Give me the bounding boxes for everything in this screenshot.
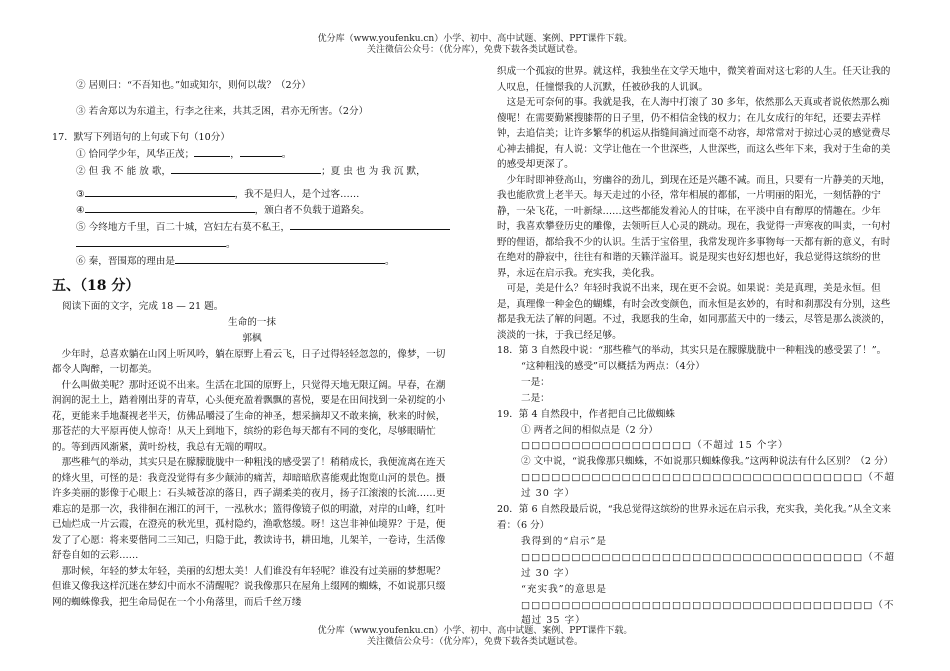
answer-blank[interactable] xyxy=(290,219,450,230)
q17-2-text-b: ；夏 虫 也 为 我 沉 默， xyxy=(321,165,426,177)
q19-part-2: ② 文中说，“说我像那只蜘蛛，不如说那只蜘蛛像我。”这两种说法有什么区别？（2 分） xyxy=(521,456,894,468)
footer-line-2: 关注微信公众号：（优分库），免费下载各类试题试卷。 xyxy=(366,637,583,647)
q16-item-2: ② 居则曰：“不吾知也。”如或知尔，则何以哉？（2分） xyxy=(76,80,311,91)
q17-2-text: ② 但 我 不 能 放 歌， xyxy=(76,165,172,177)
q17-line-1 xyxy=(52,146,452,163)
q17-line-5-cont xyxy=(52,236,452,253)
essay-paragraph: 什么叫做美呢？那时还说不出来。生活在北国的原野上，只觉得天地无限辽阔。早春，在潮润润的泥土上，踏着刚出芽的青草，心头便充盈着飘飘的喜悦，要是在田间找到一朵初绽的小花，更能来手地凝视老半天，仿佛品嚼浸了生命的神圣，想采摘却又不敢来摘，秋来的时候，那苍茫的大平原再使人惊奇！从天上到地下，缤纷的彩色每天都有不同的变化，尽够眼睛忙的。等到西风渐紧，黄叶纷枝，我总有无端的喟叹。 xyxy=(52,379,446,453)
essay-paragraph: 织成一个孤寂的世界。就这样，我独坐在文学天地中，微笑着面对这七彩的人生。任天让我的人叹息，任憧憬我的人沉默，任被砂我的人讥讽。 xyxy=(497,66,891,93)
q19-part-1: ① 两者之间的相似点是（2 分） xyxy=(521,424,658,436)
q17-4-text-b: ，颁白者不负载于道路矣。 xyxy=(254,205,370,217)
answer-blank[interactable] xyxy=(175,253,385,264)
q17-3-text: ③ xyxy=(76,188,85,200)
q18-answer-1[interactable]: 一是： xyxy=(521,376,550,388)
right-column xyxy=(497,64,897,629)
q19-answer-boxes-1[interactable]: □□□□□□□□□□□□□□□□□（不超过 15 个字） xyxy=(521,440,789,452)
q17-3-text-b: ，我不是归人，是个过客…… xyxy=(234,188,360,200)
q17-line-3 xyxy=(52,186,452,203)
answer-blank[interactable] xyxy=(76,236,226,247)
q17-6-end: 。 xyxy=(385,256,395,268)
q19-text: 19．第 4 自然段中，作者把自己比做蜘蛛 xyxy=(497,408,675,420)
essay-paragraph: 这是无可奈何的事。我就是我，在人海中打滚了 30 多年，依然那么天真或者说依然那么痴傻呢！在需要勤紧搜膝帮的日子里，仍不相信金钱的权力；在儿女成行的年纪，还要去弄样钟，去追信美；让许多繁华的机运从指缝间滴过而毫不动容，却常常对于掠过心灵的感觉费尽心神去捕捉，有人说：文学让他在一个世深些，人世深些，而这么些年下来，我对于生命的美的感受却更深了。 xyxy=(497,97,891,170)
left-column xyxy=(52,78,452,610)
q18-answer-2[interactable]: 二是： xyxy=(521,392,550,404)
answer-blank[interactable] xyxy=(240,146,282,157)
page-header xyxy=(0,34,950,56)
essay-paragraph: 那些稚气的举动，其实只是在朦朦胧胧中一种粗浅的感受罢了！稍稍成长，我便流离在连天的烽火里，可怪的是：我竟没觉得有多少颠沛的痛苦，却暗暗欣喜能观此饱览山河的景色。摄许多美丽的影像于心眼上：石头城苍凉的落日，西子湖柔美的夜月，扬子江滚滚的长流……更难忘的是那一次，我徘徊在湘江的河干，一泓秋水；篮得像镜子似的明澈，对岸的山峰，红叶已灿烂成一片云霞，在澄亮的秋光里，孤村隐约，渔歌悠缓。呀！这岂非神仙境界？于是，便发了了心愿：将来要偕同二三知己，归隐于此，教读诗书，耕田地，儿架羊，一卷诗，生活像舒卷自如的云彩…… xyxy=(52,457,446,562)
answer-blank[interactable] xyxy=(85,186,235,197)
page-footer xyxy=(0,626,950,648)
q20-answer-1[interactable]: 我得到的“启示”是□□□□□□□□□□□□□□□□□□□□□□□□□□□□□□□□□□（不超过 30 字） xyxy=(521,535,895,579)
answer-blank[interactable] xyxy=(194,146,230,157)
q17-1-end: 。 xyxy=(281,148,292,160)
q17-5-end: 。 xyxy=(226,239,236,251)
header-line-2: 关注微信公众号：（优分库），免费下载各类试题试卷。 xyxy=(366,45,583,55)
q17-line-2 xyxy=(52,163,452,180)
q20-answer-2[interactable]: “充实我”的意思是□□□□□□□□□□□□□□□□□□□□□□□□□□□□□□□□□□□（不超过 35 字） xyxy=(521,583,895,627)
footer-line-1: 优分库（www.youfenku.cn）小学、初中、高中试题、案例、PPT课件下载。 xyxy=(317,626,633,636)
q19-answer-boxes-2[interactable]: □□□□□□□□□□□□□□□□□□□□□□□□□□□□□□□□□□（不超过 30 字） xyxy=(521,472,895,500)
q17-line-5 xyxy=(52,219,452,236)
essay-paragraph: 那时候，年轻的梦太年轻，美丽的幻想太美！人们谁没有年轻呢？谁没有过美丽的梦想呢？但谁又像我这样沉迷在梦幻中而水不清醒呢？说我像那只在屋角上缀网的蜘蛛，不如说那只缀网的蜘蛛像我，把生命局促在一个小角落里，而后千丝万缕 xyxy=(52,565,446,608)
q17-1-sep: ， xyxy=(230,148,240,160)
q17-6-text: ⑥ 秦，晋围郑的理由是 xyxy=(76,256,175,268)
essay-author: 郭枫 xyxy=(242,332,262,344)
q16-item-3: ③ 若舍郑以为东道主，行李之往来，共其乏困，君亦无所害。（2分） xyxy=(76,105,369,117)
reading-instruction: 阅读下面的文字，完成 18 — 21 题。 xyxy=(62,301,224,313)
q17-5-text: ⑤ 今终地方千里，百二十城，宫妇左右莫不私王， xyxy=(76,222,291,234)
answer-blank[interactable] xyxy=(85,202,255,213)
q17-title: 17．默写下列语句的上句或下句（10分） xyxy=(52,131,230,143)
q20-text: 20．第 6 自然段最后说，“我总觉得这缤纷的世界永远在启示我，充实我，美化我。”从全文来看：（6 分） xyxy=(497,504,891,531)
answer-blank[interactable] xyxy=(171,163,321,174)
q17-1-text: ① 恰同学少年，风华正茂； xyxy=(76,148,195,160)
essay-paragraph: 少年时即神登高山，穷幽谷的劲儿，到现在还是兴趣不减。而且，只要有一片静美的天地，我也能欣赏上老半天。每天走过的小径，常年相展的都郁，一片明丽的阳光，一刻恬静的宁静，一朵飞花，一叶新绿……这些都能发着沁人的甘味，在平淡中自有醇厚的情趣在。少年时，我喜欢攀登历史的雕像，去领听巨人心灵的跳动。现在，我觉得一声寒夜的叫卖，一句村野的俚语，都给我不少的认识。生活于宝俗里，我常发现许多事物每一天都有新的意义，有时在绝对的静寂中，往往有和谐的天籁洋溢耳。说是现实也好幻想也好，我总觉得这缤纷的世界，永远在启示我。充实我，美化我。 xyxy=(497,174,891,279)
header-line-1: 优分库（www.youfenku.cn）小学、初中、高中试题、案例、PPT课件下载。 xyxy=(317,34,633,44)
q17-4-text: ④ xyxy=(76,205,85,217)
q17-line-6 xyxy=(52,253,452,270)
essay-paragraph: 少年时，总喜欢躺在山冈上听风吟，躺在原野上看云飞，日子过得轻轻忽忽的，像梦，一切都令人陶醉，一切都美。 xyxy=(52,348,446,376)
essay-paragraph: 可是，美是什么？年轻时我说不出来，现在更不会说。如果说：美是真理，美是永恒。但是，真理像一种金色的蝴蝶，有时会改变颜色，而永恒是玄妙的，有时和刹那没有分别，这些都是我无法了解的问题。不过，我愿我的生命，如同那蓝天中的一缕云，尽管是那么淡淡的，淡淡的一抹，于我已经足够。 xyxy=(497,283,891,341)
q18-text: 18．第 3 自然段中说：“那些稚气的举动，其实只是在朦朦胧胧中一种粗浅的感受罢了！”。 xyxy=(497,345,887,356)
q18-sub: “这种粗浅的感受”可以概括为两点：（4分） xyxy=(521,360,705,372)
section-5-title: 五、（18 分） xyxy=(52,278,140,295)
q17-line-4 xyxy=(52,202,452,219)
essay-title: 生命的一抹 xyxy=(228,316,276,328)
